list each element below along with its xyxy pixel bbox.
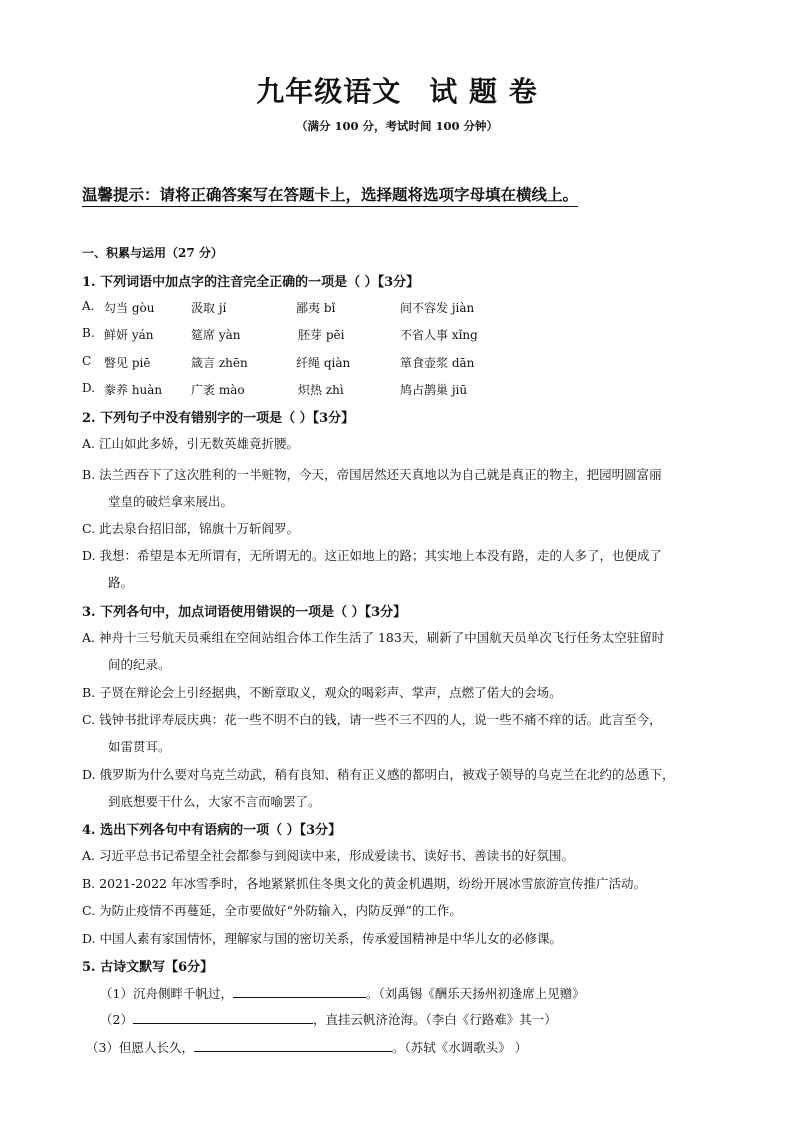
question-3-option-c-cont: 如雷贯耳。: [108, 739, 171, 754]
answer-blank-2[interactable]: [133, 1011, 313, 1024]
poem-line-2-pre: （2）: [100, 1012, 133, 1027]
question-5-stem: 5. 古诗文默写【6分】: [82, 960, 214, 975]
option-word: 鲜妍 yán: [104, 328, 154, 342]
question-2-stem: 2. 下列句子中没有错别字的一项是（ ）【3分】: [82, 411, 355, 426]
question-2-option-d: D. 我想：希望是本无所谓有，无所谓无的。这正如地上的路；其实地上本没有路，走的人多了，也便成了: [82, 548, 663, 563]
title-subject: 九年级语文: [256, 75, 402, 108]
option-word: 箪食壶浆 dān: [400, 356, 475, 370]
poem-line-3: [86, 1038, 527, 1056]
page-title: [0, 70, 794, 110]
question-3-option-a: A. 神舟十三号航天员乘组在空间站组合体工作生活了 183天，刷新了中国航天员单次飞行任务太空驻留时: [82, 630, 665, 645]
question-4-stem: 4. 选出下列各句中有语病的一项（ ）【3分】: [82, 823, 342, 838]
question-3-option-c: C. 钱钟书批评寿辰庆典：花一些不明不白的钱，请一些不三不四的人，说一些不痛不痒的话。此言至今，: [82, 712, 662, 727]
poem-line-3-post: 。（苏轼《水调歌头》 ）: [391, 1040, 528, 1055]
question-4-option-d: D. 中国人素有家国情怀，理解家与国的密切关系，传承爱国精神是中华儿女的必修课。: [82, 931, 563, 946]
option-label: C: [82, 354, 92, 368]
poem-line-2-post: ，直挂云帆济沧海。（李白《行路难》其一）: [312, 1012, 557, 1027]
option-word: 鸠占鹊巢 jiū: [400, 383, 468, 397]
question-2-option-c: C. 此去泉台招旧部，锦旗十万斩阎罗。: [82, 521, 300, 536]
poem-line-1-post: 。（刘禹锡《酬乐天扬州初逢席上见赠》: [365, 986, 585, 1001]
question-4-option-c: C. 为防止疫情不再蔓延，全市要做好“外防输入，内防反弹”的工作。: [82, 903, 462, 918]
answer-blank-3[interactable]: [194, 1039, 392, 1052]
option-word: 勾当 gòu: [104, 301, 155, 315]
question-2-option-a: A. 江山如此多娇，引无数英雄竟折腰。: [82, 436, 299, 451]
question-2-option-b: B. 法兰西吞下了这次胜利的一半赃物，今天，帝国居然还天真地以为自己就是真正的物主，把园明圆富丽: [82, 467, 662, 482]
poem-line-2: [100, 1010, 557, 1028]
option-word: 豢养 huàn: [104, 383, 163, 397]
section-heading: 一、积累与运用（27 分）: [82, 246, 223, 260]
question-3-option-d: D. 俄罗斯为什么要对乌克兰动武，稍有良知、稍有正义感的都明白，被戏子领导的乌克兰在北约的怂恿下，: [82, 767, 675, 782]
question-4-option-b: B. 2021-2022 年冰雪季时，各地紧紧抓住冬奥文化的黄金机遇期，纷纷开展冰雪旅游宣传推广活动。: [82, 876, 646, 891]
question-3-option-a-cont: 间的纪录。: [108, 657, 171, 672]
question-2-option-b-cont: 堂皇的破烂拿来展出。: [108, 494, 234, 509]
option-word: 箴言 zhēn: [191, 356, 248, 370]
option-word: 纤绳 qiàn: [296, 356, 351, 370]
poem-line-1: [100, 984, 585, 1002]
option-word: 胚芽 pēi: [298, 328, 345, 342]
exam-info: （满分 100 分，考试时间 100 分钟）: [295, 119, 499, 133]
question-3-stem: 3. 下列各句中，加点词语使用错误的一项是（ ）【3分】: [82, 605, 407, 620]
option-word: 鄙夷 bǐ: [296, 301, 336, 315]
option-word: 广袤 mào: [191, 383, 245, 397]
question-3-option-d-cont: 到底想要干什么，大家不言而喻罢了。: [108, 794, 321, 809]
option-label: D.: [82, 381, 96, 395]
option-word: 间不容发 jiàn: [400, 301, 475, 315]
question-1-stem: 1. 下列词语中加点字的注音完全正确的一项是（ ）【3分】: [82, 275, 420, 290]
poem-line-1-pre: （1）沉舟侧畔千帆过，: [100, 986, 233, 1001]
option-label: A.: [82, 299, 95, 313]
option-word: 汲取 jí: [191, 301, 227, 315]
notice-banner: 温馨提示：请将正确答案写在答题卡上，选择题将选项字母填在横线上。: [82, 183, 578, 207]
option-word: 瞥见 piē: [104, 356, 151, 370]
question-3-option-b: B. 子贤在辩论会上引经据典，不断章取义，观众的喝彩声、掌声，点燃了偌大的会场。: [82, 685, 562, 700]
option-word: 不省人事 xǐng: [400, 328, 478, 342]
option-word: 筵席 yàn: [191, 328, 241, 342]
poem-line-3-pre: （3）但愿人长久，: [86, 1040, 194, 1055]
answer-blank-1[interactable]: [233, 985, 366, 998]
title-paper: 试 题 卷: [429, 75, 538, 108]
question-2-option-d-cont: 路。: [108, 575, 134, 590]
option-word: 炽热 zhì: [298, 383, 344, 397]
question-4-option-a: A. 习近平总书记希望全社会都参与到阅读中来，形成爱读书、读好书、善读书的好氛围。: [82, 848, 574, 863]
option-label: B.: [82, 326, 95, 340]
